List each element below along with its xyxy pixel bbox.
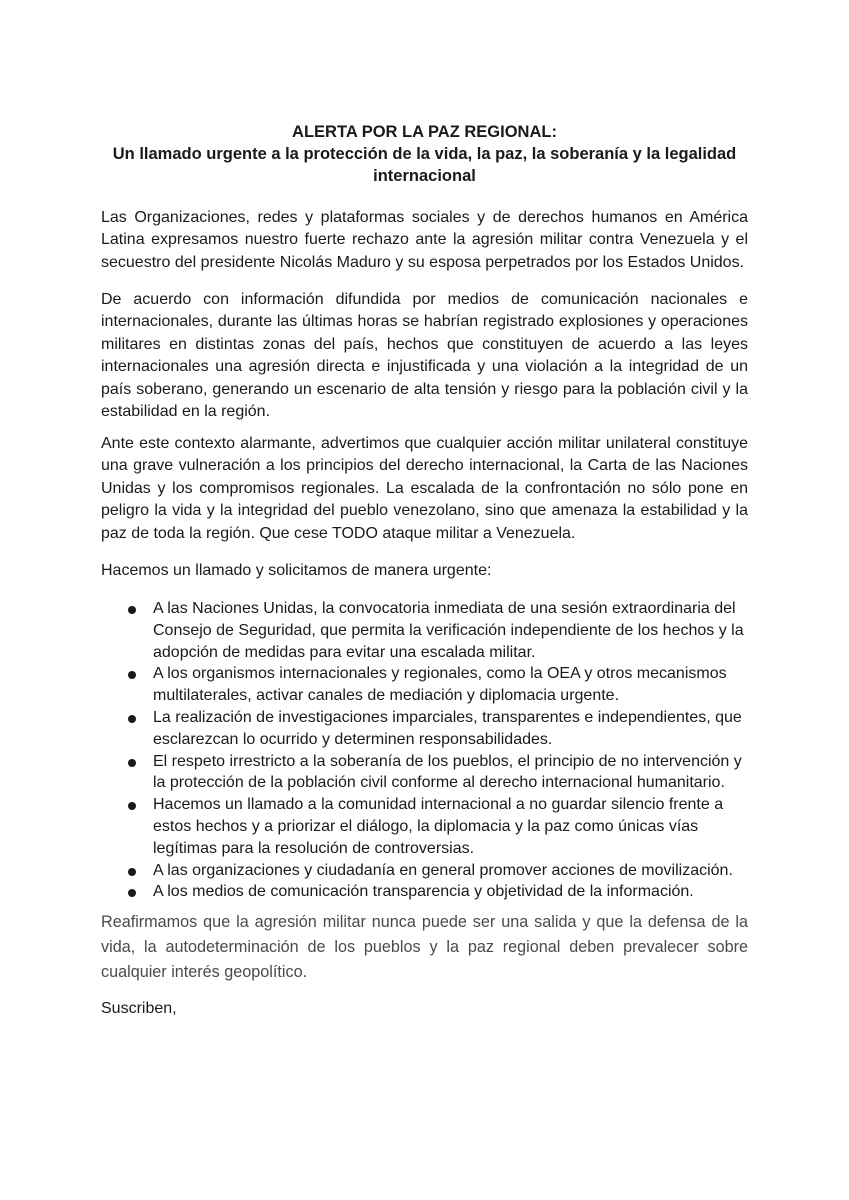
bullet-icon bbox=[128, 715, 136, 723]
subtitle-line-continued: internacional bbox=[373, 167, 476, 185]
list-item bbox=[101, 881, 751, 903]
list-item-text: A los organismos internacionales y regionales, como la OEA y otros mecanismos multilaterales, activar canales de mediación y diplomacia urgente. bbox=[153, 665, 727, 705]
list-item bbox=[101, 860, 751, 882]
demands-list bbox=[101, 598, 751, 903]
list-item-text: A las Naciones Unidas, la convocatoria inmediata de una sesión extraordinaria del Consejo de Seguridad, que permita la verificación independiente de los hechos y la adopción de medidas para evitar una escalada militar. bbox=[153, 600, 744, 661]
list-item bbox=[101, 751, 751, 795]
paragraph-closing: Reafirmamos que la agresión militar nunca puede ser una salida y que la defensa de la vida, la autodeterminación de los pueblos y la paz regional deben prevalecer sobre cualquier interés geopolítico. bbox=[101, 913, 748, 981]
list-item-text: La realización de investigaciones imparciales, transparentes e independientes, que esclarezcan lo ocurrido y determinen responsabilidades. bbox=[153, 708, 742, 748]
signoff: Suscriben, bbox=[101, 1000, 177, 1017]
list-item-text: El respeto irrestricto a la soberanía de los pueblos, el principio de no intervención y la protección de la población civil conforme al derecho internacional humanitario. bbox=[153, 752, 742, 792]
bullet-icon bbox=[128, 671, 136, 679]
paragraph-rejection: Las Organizaciones, redes y plataformas sociales y de derechos humanos en América Latina expresamos nuestro fuerte rechazo ante la agresión militar contra Venezuela y el secuestro del presidente Nicolás Maduro y su esposa perpetrados por los Estados Unidos. bbox=[101, 209, 748, 271]
title-line: ALERTA POR LA PAZ REGIONAL: bbox=[292, 123, 557, 141]
list-item bbox=[101, 794, 751, 859]
bullet-icon bbox=[128, 606, 136, 614]
list-item bbox=[101, 707, 751, 751]
paragraph-call: Hacemos un llamado y solicitamos de manera urgente: bbox=[101, 562, 492, 579]
list-item-text: Hacemos un llamado a la comunidad internacional a no guardar silencio frente a estos hechos y a priorizar el diálogo, la diplomacia y la paz como únicas vías legítimas para la resolución de controversias. bbox=[153, 796, 724, 857]
list-item bbox=[101, 598, 751, 663]
paragraph-information: De acuerdo con información difundida por medios de comunicación nacionales e internacionales, durante las últimas horas se habrían registrado explosiones y operaciones militares en distintas zonas del país, hechos que constituyen de acuerdo a las leyes internacionales una agresión directa e injustificada y una violación a la integridad de un país soberano, generando un escenario de alta tensión y riesgo para la población civil y la estabilidad en la región. bbox=[101, 291, 748, 421]
paragraph-context: Ante este contexto alarmante, advertimos que cualquier acción militar unilateral constituye una grave vulneración a los principios del derecho internacional, la Carta de las Naciones Unidas y los compromisos regionales. La escalada de la confrontación no sólo pone en peligro la vida y la integridad del pueblo venezolano, sino que amenaza la estabilidad y la paz de toda la región. Que cese TODO ataque militar a Venezuela. bbox=[101, 435, 748, 542]
bullet-icon bbox=[128, 802, 136, 810]
bullet-icon bbox=[128, 889, 136, 897]
bullet-icon bbox=[128, 868, 136, 876]
subtitle-line: Un llamado urgente a la protección de la vida, la paz, la soberanía y la legalidad bbox=[112, 145, 737, 163]
list-item-text: A los medios de comunicación transparencia y objetividad de la información. bbox=[153, 883, 694, 901]
document-title bbox=[100, 121, 749, 187]
list-item bbox=[101, 663, 751, 707]
list-item-text: A las organizaciones y ciudadanía en general promover acciones de movilización. bbox=[153, 861, 733, 879]
bullet-icon bbox=[128, 759, 136, 767]
